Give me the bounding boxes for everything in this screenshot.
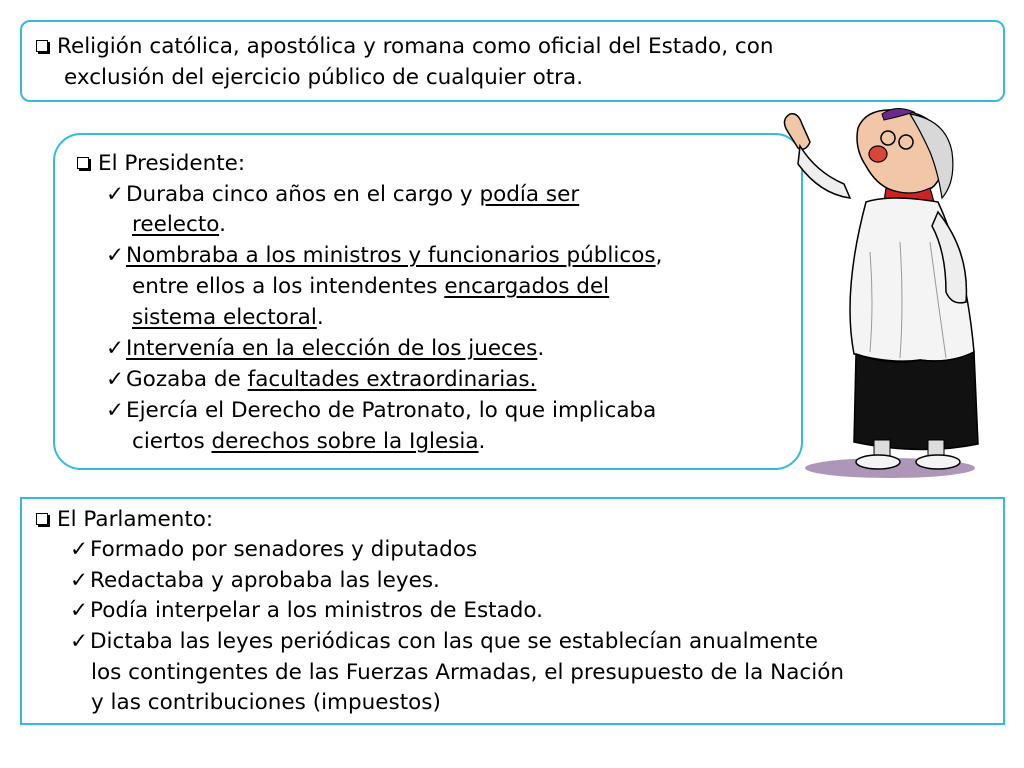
presidente-item-1-cont: reelecto. <box>132 212 226 237</box>
parlamento-item: ✓Redactaba y aprobaba las leyes. <box>70 566 440 596</box>
check-icon: ✓ <box>106 243 125 268</box>
presidente-item-5-cont: ciertos derechos sobre la Iglesia. <box>132 429 486 454</box>
presidente-item-2-cont2: sistema electoral. <box>132 305 324 330</box>
parlamento-item: ✓Dictaba las leyes periódicas con las que se establecían anualmente <box>70 627 818 657</box>
parlamento-heading: El Parlamento: <box>36 505 213 535</box>
check-icon: ✓ <box>106 398 125 423</box>
check-icon: ✓ <box>70 537 89 562</box>
square-bullet-icon <box>36 513 48 525</box>
parlamento-item: ✓Podía interpelar a los ministros de Estado. <box>70 596 543 626</box>
square-bullet-icon <box>36 40 48 52</box>
presidente-item-5: ✓Ejercía el Derecho de Patronato, lo que implicaba <box>106 396 656 426</box>
presidente-item-1: ✓Duraba cinco años en el cargo y podía ser <box>106 180 579 210</box>
check-icon: ✓ <box>106 182 125 207</box>
priest-cartoon-illustration <box>770 102 990 480</box>
presidente-item-3: ✓Intervenía en la elección de los jueces. <box>106 334 544 364</box>
parlamento-item-cont: y las contribuciones (impuestos) <box>91 690 441 715</box>
parlamento-item: ✓Formado por senadores y diputados <box>70 535 477 565</box>
check-icon: ✓ <box>106 367 125 392</box>
presidente-item-2-cont: entre ellos a los intendentes encargados del <box>132 274 610 299</box>
religion-line-2: exclusión del ejercicio público de cualquier otra. <box>64 65 584 90</box>
check-icon: ✓ <box>106 336 125 361</box>
check-icon: ✓ <box>70 629 89 654</box>
presidente-heading: El Presidente: <box>77 149 245 179</box>
parlamento-item-cont: los contingentes de las Fuerzas Armadas, el presupuesto de la Nación <box>91 660 844 685</box>
square-bullet-icon <box>77 157 89 169</box>
check-icon: ✓ <box>70 568 89 593</box>
religion-line-1: Religión católica, apostólica y romana como oficial del Estado, con <box>36 32 773 62</box>
presidente-item-4: ✓Gozaba de facultades extraordinarias. <box>106 365 536 395</box>
presidente-item-2: ✓Nombraba a los ministros y funcionarios públicos, <box>106 241 662 271</box>
check-icon: ✓ <box>70 598 89 623</box>
